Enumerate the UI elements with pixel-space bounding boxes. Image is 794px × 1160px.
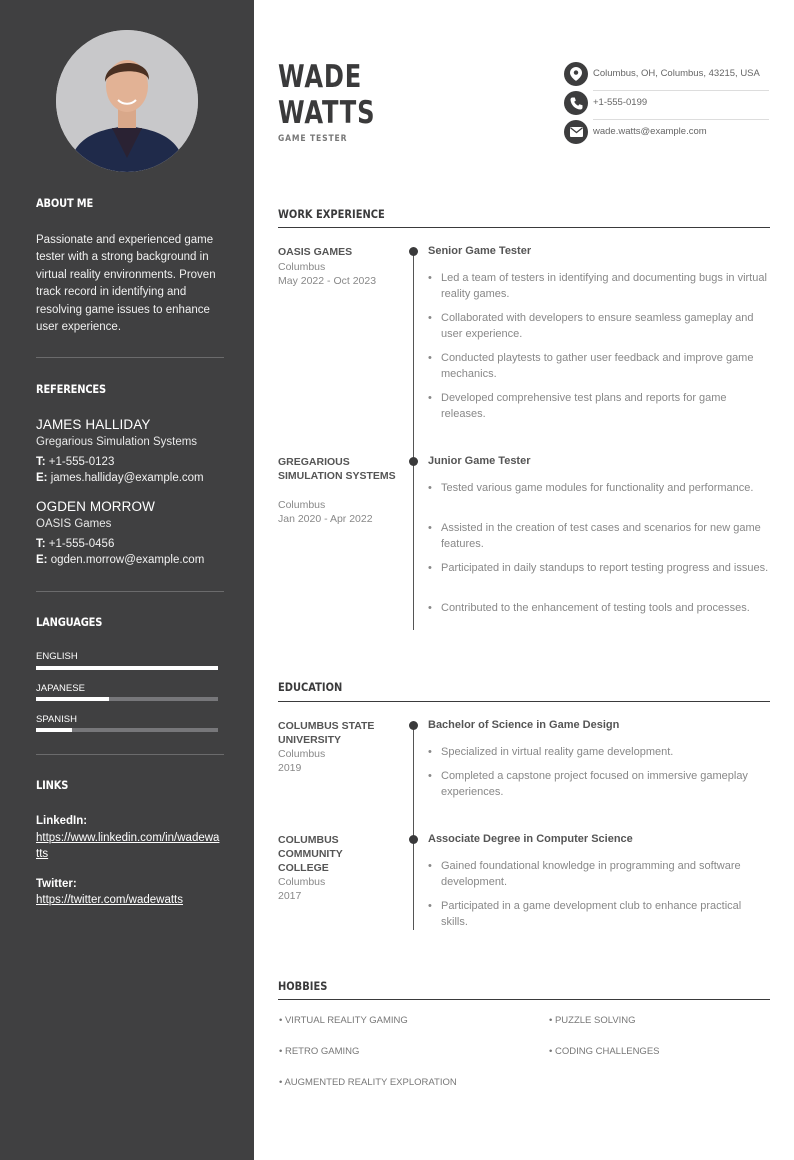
- experience-heading: WORK EXPERIENCE: [278, 207, 385, 221]
- language-label: ENGLISH: [36, 651, 78, 662]
- employment-dates: May 2022 - Oct 2023: [278, 275, 377, 287]
- job-title: GAME TESTER: [278, 134, 348, 144]
- hobby-item: • RETRO GAMING: [279, 1046, 360, 1057]
- company-location: Columbus: [278, 261, 326, 273]
- list-item: • Specialized in virtual reality game development.: [428, 744, 770, 760]
- divider: [36, 591, 224, 592]
- languages-heading: LANGUAGES: [36, 615, 103, 629]
- language-level-fill: [36, 728, 72, 732]
- twitter-link[interactable]: https://twitter.com/wadewatts: [36, 894, 184, 906]
- company-name: OASIS GAMES: [278, 246, 353, 258]
- reference-email[interactable]: E: ogden.morrow@example.com: [36, 554, 205, 566]
- link-label-twitter: Twitter:: [36, 878, 77, 890]
- timeline-dot: [409, 247, 418, 256]
- email-text[interactable]: wade.watts@example.com: [593, 126, 707, 137]
- school-name: COLUMBUS COMMUNITY COLLEGE: [278, 834, 343, 874]
- reference-email[interactable]: E: james.halliday@example.com: [36, 472, 204, 484]
- reference-name: OGDEN MORROW: [36, 499, 155, 514]
- linkedin-link[interactable]: https://www.linkedin.com/in/wadewatts: [36, 832, 220, 860]
- list-item: • Completed a capstone project focused on immersive gameplay experiences.: [428, 768, 770, 800]
- phone-icon: [564, 91, 588, 115]
- location-pin-icon: [564, 62, 588, 86]
- reference-org: Gregarious Simulation Systems: [36, 436, 198, 448]
- avatar: [56, 30, 198, 172]
- timeline-line: [413, 251, 414, 630]
- references-heading: REFERENCES: [36, 382, 106, 396]
- language-label: SPANISH: [36, 714, 78, 725]
- employment-dates: Jan 2020 - Apr 2022: [278, 513, 373, 525]
- list-item: • Participated in a game development club to enhance practical skills.: [428, 898, 770, 930]
- job-role: Senior Game Tester: [428, 245, 532, 257]
- job-role: Junior Game Tester: [428, 455, 531, 467]
- links-heading: LINKS: [36, 778, 69, 792]
- timeline-dot: [409, 721, 418, 730]
- contact-address: [564, 62, 769, 91]
- sidebar: [0, 0, 254, 1160]
- address-text: Columbus, OH, Columbus, 43215, USA: [593, 68, 760, 79]
- timeline-dot: [409, 457, 418, 466]
- education-heading: EDUCATION: [278, 680, 343, 694]
- section-rule: [278, 999, 770, 1000]
- language-level-fill: [36, 697, 109, 701]
- list-item: • Collaborated with developers to ensure seamless gameplay and user experience.: [428, 310, 770, 342]
- graduation-year: 2019: [278, 762, 302, 774]
- section-rule: [278, 701, 770, 702]
- list-item: • Assisted in the creation of test cases and scenarios for new game features.: [428, 520, 770, 552]
- hobby-item: • CODING CHALLENGES: [549, 1046, 660, 1057]
- list-item: • Participated in daily standups to report testing progress and issues.: [428, 560, 770, 576]
- list-item: • Developed comprehensive test plans and reports for game releases.: [428, 390, 770, 422]
- reference-org: OASIS Games: [36, 518, 112, 530]
- list-item: • Conducted playtests to gather user feedback and improve game mechanics.: [428, 350, 770, 382]
- envelope-icon: [564, 120, 588, 144]
- first-name: WADE: [278, 59, 363, 95]
- school-location: Columbus: [278, 876, 326, 888]
- contact-phone: [564, 91, 769, 120]
- divider: [36, 754, 224, 755]
- graduation-year: 2017: [278, 890, 302, 902]
- phone-text: +1-555-0199: [593, 97, 648, 108]
- language-label: JAPANESE: [36, 683, 85, 694]
- hobby-item: • AUGMENTED REALITY EXPLORATION: [279, 1077, 457, 1088]
- list-item: • Gained foundational knowledge in programming and software development.: [428, 858, 770, 890]
- company-name: GREGARIOUS SIMULATION SYSTEMS: [278, 456, 396, 482]
- reference-name: JAMES HALLIDAY: [36, 417, 151, 432]
- language-level-fill: [36, 666, 218, 670]
- list-item: • Tested various game modules for functionality and performance.: [428, 480, 770, 496]
- language-level-bar: [36, 666, 218, 670]
- language-level-bar: [36, 728, 218, 732]
- language-level-bar: [36, 697, 218, 701]
- hobby-item: • PUZZLE SOLVING: [549, 1015, 636, 1026]
- reference-phone: T: +1-555-0456: [36, 538, 115, 550]
- list-item: • Contributed to the enhancement of testing tools and processes.: [428, 600, 770, 616]
- last-name: WATTS: [278, 95, 376, 131]
- link-label-linkedin: LinkedIn:: [36, 815, 88, 827]
- degree-title: Bachelor of Science in Game Design: [428, 719, 620, 731]
- school-name: COLUMBUS STATE UNIVERSITY: [278, 720, 375, 746]
- about-heading: ABOUT ME: [36, 196, 94, 210]
- reference-phone: T: +1-555-0123: [36, 456, 115, 468]
- profile-photo: [56, 30, 198, 172]
- degree-title: Associate Degree in Computer Science: [428, 833, 633, 845]
- company-location: Columbus: [278, 499, 326, 511]
- list-item: • Led a team of testers in identifying and documenting bugs in virtual reality games.: [428, 270, 770, 302]
- timeline-dot: [409, 835, 418, 844]
- timeline-line: [413, 725, 414, 930]
- about-text: Passionate and experienced game tester with a strong background in virtual reality environments. Proven track record in identifying and resolving game issues to enhance user experience.: [36, 234, 216, 334]
- hobby-item: • VIRTUAL REALITY GAMING: [279, 1015, 408, 1026]
- divider: [36, 357, 224, 358]
- hobbies-heading: HOBBIES: [278, 979, 328, 993]
- school-location: Columbus: [278, 748, 326, 760]
- contact-email: [564, 120, 769, 149]
- section-rule: [278, 227, 770, 228]
